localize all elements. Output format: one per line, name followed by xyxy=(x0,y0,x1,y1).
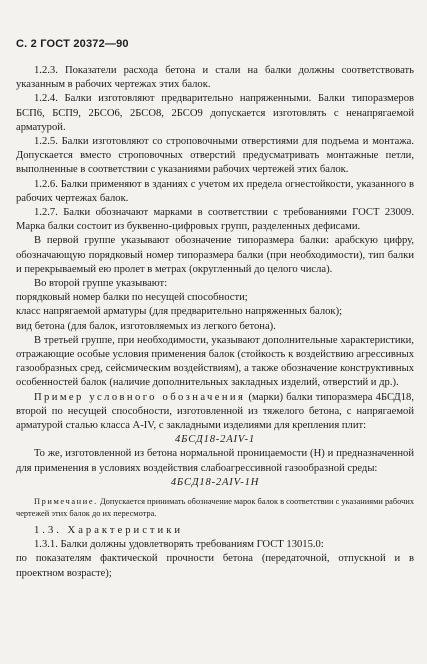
paragraph-concrete-strength: по показателям фактической прочности бетона (передаточной, отпускной и в проектном возрасте); xyxy=(16,553,414,579)
paragraph-second-group: Во второй группе указывают: xyxy=(34,278,168,290)
example2-formula: 4БСД18-2AIV-1Н xyxy=(170,476,260,488)
note-paragraph xyxy=(16,496,414,519)
paragraph-1-2-7: 1.2.7. Балки обозначают марками в соответствии с требованиями ГОСТ 23009. Марка балки состоит из буквенно-цифровых групп, разделенных дефисами. xyxy=(16,207,414,233)
example-text: (марки) балки типоразмера 4БСД18, второй по несущей способности, изготовленной из тяжелого бетона, с напрягаемой арматурой сталью класса A-IV, с закладными изделиями для крепления плит: xyxy=(16,391,414,432)
example-formula: 4БСД18-2AIV-1 xyxy=(175,434,255,446)
paragraph-1-2-3: 1.2.3. Показатели расхода бетона и стали на балки должны соответствовать указанным в рабочих чертежах этих балок. xyxy=(16,65,414,91)
paragraph-1-2-6: 1.2.6. Балки применяют в зданиях с учетом их предела огнестойкости, указанного в рабочих чертежах балок. xyxy=(16,178,414,204)
example-paragraph xyxy=(16,391,414,434)
document-body xyxy=(16,64,414,581)
list-item-load-capacity: порядковый номер балки по несущей способности; xyxy=(16,292,248,304)
list-item-reinforcement-class: класс напрягаемой арматуры (для предварительно напряженных балок); xyxy=(16,306,343,318)
paragraph-1-2-5: 1.2.5. Балки изготовляют со строповочными отверстиями для подъема и монтажа. Допускается вместо строповочных отверстий предусматривать монтажные петли, выполненные в соответствии с указаниями рабочих чертежей этих балок. xyxy=(16,136,414,176)
paragraph-first-group: В первой группе указывают обозначение типоразмера балки: арабскую цифру, обозначающую порядковый номер типоразмера балки (при необходимости), тип балки и перекрываемый ею пролет в метрах (округленный до целого числа). xyxy=(16,235,414,275)
paragraph-1-2-4: 1.2.4. Балки изготовляют предварительно напряженными. Балки типоразмеров БСП6, БСП9, 2БСО6, 2БСО8, 2БСО9 допускается изготовлять с ненапрягаемой арматурой. xyxy=(16,93,414,133)
paragraph-third-group: В третьей группе, при необходимости, указывают дополнительные характеристики, отражающие особые условия применения балок (стойкость к воздействию агрессивных газообразных сред, сейсмическим воздействиям), а также обозначение конструктивных особенностей балок (наличие дополнительных закладных изделий, отверстий и др.). xyxy=(16,334,414,389)
note-text: Допускается принимать обозначение марок балок в соответствии с указаниями рабочих чертежей этих балок до их пересмотра. xyxy=(16,497,415,518)
example2-paragraph: То же, изготовленной из бетона нормальной проницаемости (Н) и предназначенной для применения в условиях воздействия слабоагрессивной газообразной среды: xyxy=(16,448,414,474)
example-lead: Пример условного обозначения xyxy=(34,391,246,403)
section-heading: 1.3. Характеристики xyxy=(34,524,184,536)
page-header: С. 2 ГОСТ 20372—90 xyxy=(16,38,129,50)
paragraph-1-3-1: 1.3.1. Балки должны удовлетворять требованиям ГОСТ 13015.0: xyxy=(34,539,324,551)
list-item-concrete-type: вид бетона (для балок, изготовляемых из легкого бетона). xyxy=(16,320,276,332)
note-lead: Примечание. xyxy=(34,497,98,507)
